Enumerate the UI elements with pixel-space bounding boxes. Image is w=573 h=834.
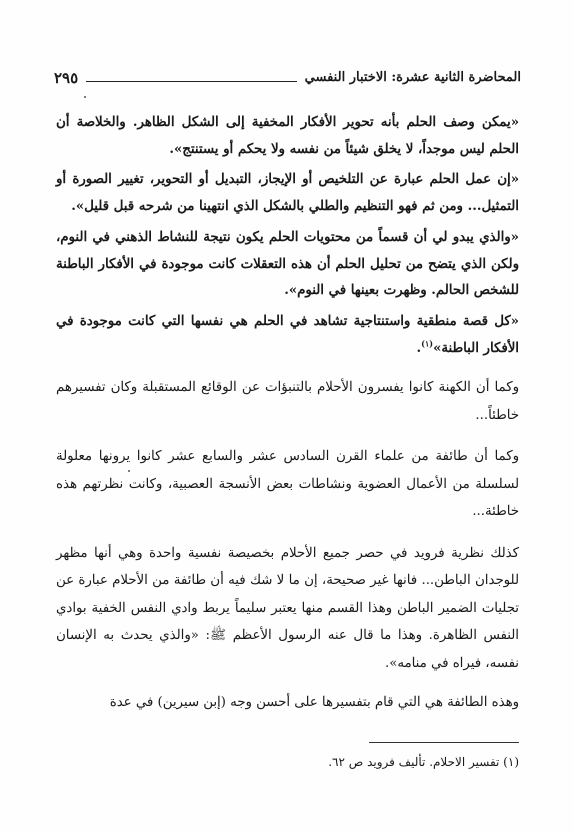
running-title: المحاضرة الثانية عشرة: الاختبار النفسي	[304, 70, 521, 85]
quote-paragraph-2: «إن عمل الحلم عبارة عن التلخيص أو الإيجاز، التبديل أو التحوير، تغيير الصورة أو التمثيل... ومن ثم فهو التنظيم والطلي بالشكل الذي انتهينا من شرحه قبل قليل».	[56, 172, 519, 215]
quote-4-text: «كل قصة منطقية واستنتاجية تشاهد في الحلم هي نفسها التي كانت موجودة في الأفكار الباطنة»	[56, 313, 519, 356]
footnote-1: (١) تفسير الاحلام. تأليف فرويد ص ٦٢.	[328, 755, 519, 769]
quote-paragraph-3: «والذي يبدو لي أن قسماً من محتويات الحلم يكون نتيجة للنشاط الذهني في النوم، ولكن الذي يتضح من تحليل الحلم أن هذه التعقلات كانت موجودة في الأفكار الباطنة للشخص الحالم. وظهرت بعينها في النوم».	[56, 229, 519, 299]
page-number: ٢٩٥	[54, 69, 79, 87]
body-paragraph-1: وكما أن الكهنة كانوا يفسرون الأحلام بالتنبؤات عن الوقائع المستقبلة وكان تفسيرهم خاطئاً...	[56, 380, 519, 423]
quote-paragraph-1: «يمكن وصف الحلم بأنه تحوير الأفكار المخفية إلى الشكل الظاهر. والخلاصة أن الحلم ليس موجداً، لا يخلق شيئاً من نفسه ولا يحكم أو يستنتج».	[56, 115, 519, 157]
running-header	[54, 64, 521, 88]
footnote-area	[56, 742, 519, 771]
scan-speck	[84, 96, 86, 98]
scan-speck	[128, 470, 130, 472]
quote-paragraph-4	[56, 309, 519, 362]
footnote-rule	[369, 742, 519, 743]
body-paragraph-4: وهذه الطائفة هي التي قام بتفسيرها على أحسن وجه (إبن سيرين) في عدة	[109, 695, 519, 711]
body-paragraph-3: كذلك نظرية فرويد في حصر جميع الأحلام بخصيصة نفسية واحدة وهي أنها مظهر للوجدان الباطن... فانها غير صحيحة، إن ما لا شك فيه أن طائفة من الأحلام عبارة عن تجليات الضمير الباطن وهذا القسم منها يعتبر سليماً يربط وادي النفس الخفية بوادي النفس الظاهرة. وهذا ما قال عنه الرسول الأعظم ﷺ: «والذي يحدث به الإنسان نفسه، فيراه في منامه».	[56, 545, 519, 671]
quote-4-end: .	[416, 340, 422, 356]
header-rule	[86, 81, 297, 82]
body-paragraph-2: وكما أن طائفة من علماء القرن السادس عشر والسابع عشر كانوا يرونها معلولة لسلسلة من الأعمال العضوية ونشاطات بعض الأنسجة العصبية، وكانت نظرتهم هذه خاطئة...	[56, 449, 519, 520]
footnote-reference[interactable]: (١)	[421, 338, 434, 349]
main-text	[56, 110, 519, 717]
